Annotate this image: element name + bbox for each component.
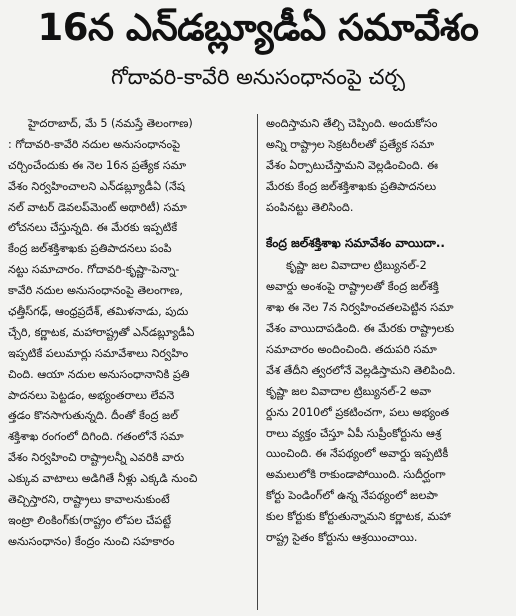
- text-line: వేశం ఏర్పాటుచేస్తామని వెల్లడించింది. ఈ: [266, 158, 439, 172]
- text-line: యించింది. ఈ నేపథ్యంలో అవార్డు ఇప్పటికీ: [266, 447, 449, 461]
- text-line: నట్టు సమాచారం. గోదావరి-కృష్ణా-పెన్నా-: [8, 263, 180, 277]
- text-line: కుల కోర్టుకు కోర్టుతున్నామని కర్ణాటక, మహా: [266, 510, 451, 524]
- text-line: మేరకు కేంద్ర జల్‌శక్తిశాఖకు ప్రతిపాదనలు: [266, 179, 437, 193]
- text-line: శక్తిశాఖ రంగంలో దిగింది. గతంలోనే సమా: [8, 430, 184, 444]
- right-column-bottom: [266, 256, 508, 548]
- text-line: ర్డును 2010లో ప్రకటించగా, పలు అభ్యంత: [266, 405, 450, 419]
- text-line: లోచనలు చేస్తున్నది. ఈ మేరకు ఇప్పటికే: [8, 221, 178, 235]
- text-line: కోర్టు పెండింగ్‌లో ఉన్న నేపథ్యంలో జలపా: [266, 489, 438, 503]
- left-column: [8, 114, 258, 610]
- text-line: కావేరి నదుల అనుసంధానంపై తెలంగాణ,: [8, 284, 183, 298]
- text-line: అనుసంధానం) కేంద్రం నుంచి సహకారం: [8, 534, 175, 548]
- text-line: వేశం వాయిదాపడింది. ఈ మేరకు రాష్ట్రాలకు: [266, 322, 455, 336]
- text-line: వేశం నిర్వహించి రాష్ట్రాలన్నీ ఎవరికి వారు: [8, 451, 185, 465]
- text-line: సమాచారం అందించింది. తదుపరి సమా: [266, 343, 437, 357]
- right-column-top: [266, 114, 508, 218]
- text-line: రాష్ట్ర సైతం కోర్టును ఆశ్రయించాయి.: [266, 531, 418, 545]
- text-line: కృష్ణా జల వివాదాల ట్రిబ్యునల్-2 అవా: [266, 384, 431, 398]
- text-line: అందిస్తామని తేల్చి చెప్పింది. అందుకోసం: [266, 117, 438, 130]
- text-line: ఛత్తీస్‌గఢ్, ఆంధ్రప్రదేశ్, తమిళనాడు, పుదు: [8, 305, 189, 319]
- subheadline: గోదావరి-కావేరి అనుసంధానంపై చర్చ: [110, 65, 406, 89]
- text-line: వేశ తేదీని త్వరలోనే వెల్లడిస్తామని తెలిపింది.: [266, 363, 456, 377]
- text-line: చ్చేరి, కర్ణాటక, మహారాష్ట్రతో ఎన్‌డబ్ల్యూడీఏ: [8, 325, 195, 339]
- text-line: నల్ వాటర్ డెవలప్‌మెంట్ అథారిటీ) సమా: [8, 200, 187, 214]
- text-line: శాఖ ఈ నెల 7న నిర్వహించతలపెట్టిన సమా: [266, 301, 454, 315]
- text-line: చర్చించేందుకు ఈ నెల 16న ప్రత్యేక సమా: [8, 158, 187, 172]
- text-line: : గోదావరి-కావేరి నదుల అనుసంధానంపై: [8, 137, 181, 151]
- text-line: కేంద్ర జల్‌శక్తిశాఖకు ప్రతిపాదనలు పంపి: [8, 242, 172, 256]
- text-line: రాలు వ్యక్తం చేస్తూ ఏపీ సుప్రీంకోర్టును ఆశ్ర: [266, 426, 442, 440]
- text-line: అవార్డు అంశంపై రాష్ట్రాలతో కేంద్ర జల్‌శక్తి: [266, 280, 439, 294]
- section-heading: కేంద్ర జల్‌శక్తిశాఖ సమావేశం వాయిదా..: [266, 236, 445, 251]
- text-line: అమలులోకి రాకుండాపోయింది. సుదీర్ఘంగా: [266, 468, 446, 482]
- text-line: తెచ్చిస్తారని, రాష్ట్రాలు కావాలనుకుంటే: [8, 493, 170, 507]
- text-line: అన్ని రాష్ట్రాల సెక్రటరీలతో ప్రత్యేక సమా: [266, 137, 435, 151]
- text-line: త్తడం కొనసాగుతున్నది. దీంతో కేంద్ర జల్: [8, 409, 179, 423]
- text-line: ఎక్కువ వాటాలు అడిగితే నీళ్లు ఎక్కడి నుంచి: [8, 472, 198, 486]
- text-line: చింది. ఆయా నదుల అనుసంధానానికి ప్రతి: [8, 367, 190, 381]
- text-line: పంపినట్టు తెలిసింది.: [266, 200, 354, 214]
- headline: 16న ఎన్‌డబ్ల్యూడీఏ సమావేశం: [37, 6, 479, 49]
- article-body: [8, 114, 508, 610]
- text-line: ఇంట్రా లింకింగ్‌కు(రాష్ట్రం లోపల చేపట్టే: [8, 513, 171, 527]
- text-line: ఇప్పటికే పలుమార్లు సమావేశాలు నిర్వహిం: [8, 346, 189, 360]
- right-column: [258, 114, 508, 610]
- text-line: పాదనలు పెట్టడం, అభ్యంతరాలు లేవనె: [8, 388, 175, 402]
- text-line: హైదరాబాద్, మే 5 (నమస్తే తెలంగాణ): [28, 117, 193, 130]
- text-line: కృష్ణా జల వివాదాల ట్రిబ్యునల్-2: [286, 259, 427, 273]
- text-line: వేశం నిర్వహించాలని ఎన్‌డబ్ల్యూడీఏ (నేష: [8, 179, 185, 193]
